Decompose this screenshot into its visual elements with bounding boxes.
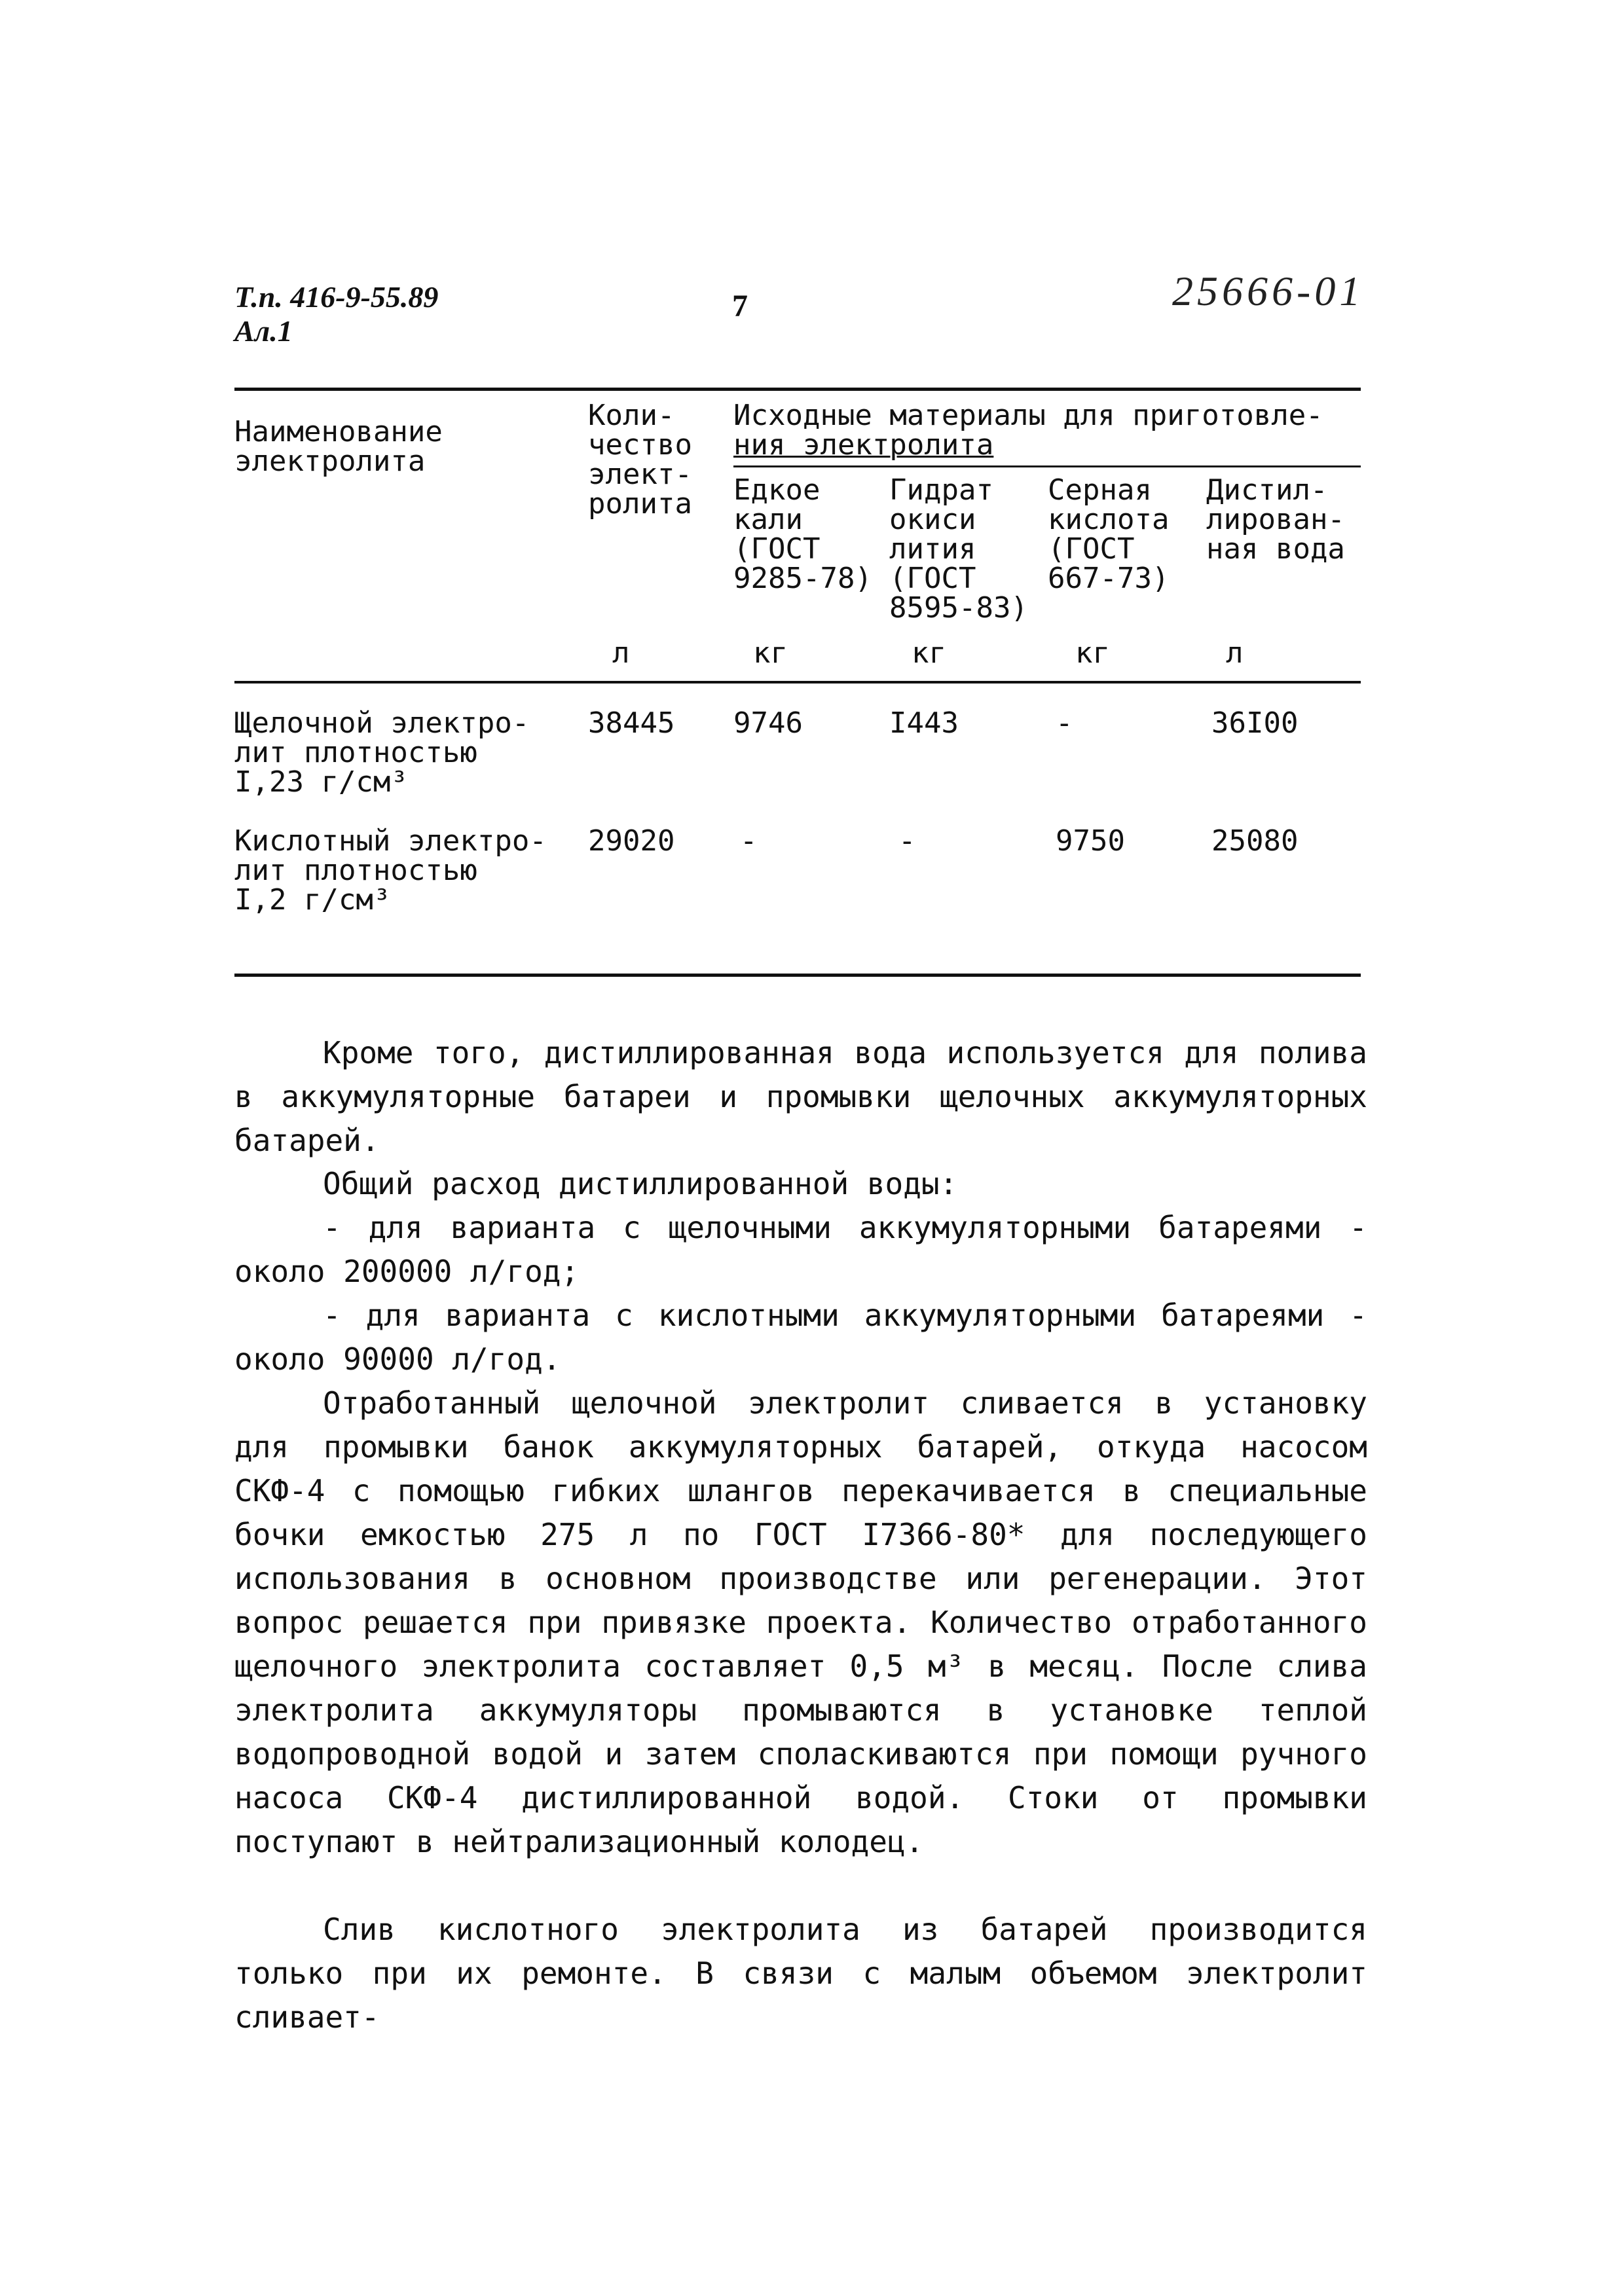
document-code-line-1: Т.п. 416-9-55.89 <box>234 280 439 314</box>
table-top-rule <box>234 388 1361 391</box>
paragraph-distilled-water-use: Кроме того, дистиллированная вода используется для полива в аккумуляторные батареи и промывки щелочных аккумуляторных батарей. <box>234 1035 1367 1158</box>
table-row-1-sulfuric-acid: - <box>1056 706 1073 740</box>
unit-potassium-hydroxide: кг <box>753 636 788 670</box>
table-row-2-sulfuric-acid: 9750 <box>1056 824 1125 858</box>
unit-quantity: л <box>612 636 630 670</box>
table-row-2-name: Кислотный электро- лит плотностью I,2 г/см³ <box>234 824 547 917</box>
column-header-sulfuric-acid: Серная кислота (ГОСТ 667-73) <box>1048 473 1170 595</box>
units-rule <box>234 681 1361 683</box>
group-header-line-2: ния электролита <box>733 428 994 462</box>
handwritten-document-number: 25666-01 <box>1172 268 1365 314</box>
group-header-rule <box>733 465 1361 467</box>
paragraph-acid-variant: - для варианта с кислотными аккумуляторными батареями - около 90000 л/год. <box>234 1298 1367 1377</box>
paragraph-acid-electrolyte-drain: Слив кислотного электролита из батарей производится только при их ремонте. В связи с малым объемом электролит сливает- <box>234 1912 1367 2035</box>
table-row-1-name: Щелочной электро- лит плотностью I,23 г/см³ <box>234 706 530 799</box>
column-header-distilled-water: Дистил- лирован- ная вода <box>1206 473 1345 566</box>
unit-sulfuric-acid: кг <box>1075 636 1110 670</box>
unit-lithium-hydroxide: кг <box>912 636 946 670</box>
document-code <box>234 280 438 348</box>
unit-distilled-water: л <box>1226 636 1244 670</box>
table-row-2-potassium-hydroxide: - <box>740 824 758 858</box>
table-row-1-quantity: 38445 <box>588 706 675 740</box>
table-row-1-lithium-hydroxide: I443 <box>889 706 959 740</box>
column-header-electrolyte-name: Наименование электролита <box>234 415 443 478</box>
table-row-1-potassium-hydroxide: 9746 <box>733 706 803 740</box>
page-number: 7 <box>732 289 748 323</box>
table-row-2-lithium-hydroxide: - <box>898 824 916 858</box>
table-bottom-rule <box>234 974 1361 977</box>
column-header-potassium-hydroxide: Едкое кали (ГОСТ 9285-78) <box>733 473 872 595</box>
column-header-lithium-hydroxide: Гидрат окиси лития (ГОСТ 8595-83) <box>889 473 1028 625</box>
table-row-2-quantity: 29020 <box>588 824 675 858</box>
group-header-line-1: Исходные материалы для приготовле- <box>733 399 1323 432</box>
column-header-quantity: Коли- чество элект- ролита <box>588 399 692 520</box>
paragraph-alkaline-variant: - для варианта с щелочными аккумуляторными батареями - около 200000 л/год; <box>234 1210 1367 1289</box>
document-code-line-2: Ал.1 <box>234 314 293 348</box>
paragraph-total-consumption: Общий расход дистиллированной воды: <box>323 1166 958 1201</box>
table-row-1-distilled-water: 36I00 <box>1211 706 1299 740</box>
table-row-2-distilled-water: 25080 <box>1211 824 1299 858</box>
paragraph-spent-alkaline-electrolyte: Отработанный щелочной электролит сливается в установку для промывки банок аккумуляторных батарей, откуда насосом СКФ-4 с помощью гибких шлангов перекачивается в специальные бочки емкостью 275 л по ГОСТ I7366-80* для последующего использования в основном производстве или регенерации. Этот вопрос решается при привязке проекта. Количество отработанного щелочного электролита составляет 0,5 м³ в месяц. После слива электролита аккумуляторы промываются в установке теплой водопроводной водой и затем споласкиваются при помощи ручного насоса СКФ-4 дистиллированной водой. Стоки от промывки поступают в нейтрализационный колодец. <box>234 1385 1367 1859</box>
